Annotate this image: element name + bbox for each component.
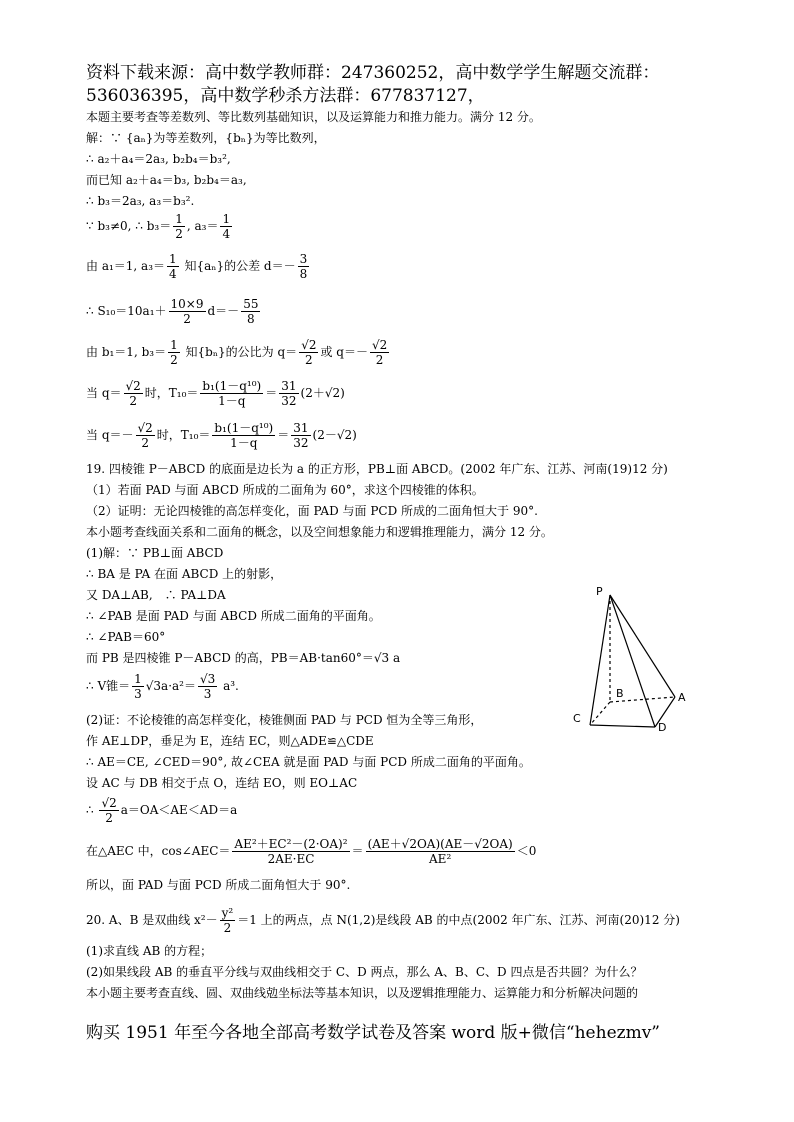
p19-step-8: (2)证：不论棱锥的高怎样变化，棱锥侧面 PAD 与 PCD 恒为全等三角形， <box>86 713 483 727</box>
p19-step-6: 而 PB 是四棱锥 P－ABCD 的高，PB＝AB·tan60°＝√3 a <box>86 651 401 665</box>
fraction: $\frac{31}{32}$ <box>281 379 297 408</box>
p18-line-6: 由 a₁＝1, a₃＝ $\frac{1}{4}$ 知{aₙ}的公差 d＝－ $\frac{3}{8}$ <box>86 252 308 281</box>
p19-step-11: 设 AC 与 DB 相交于点 O，连结 EO，则 EO⊥AC <box>86 776 358 790</box>
fraction: $\frac{3}{8}$ <box>299 252 308 281</box>
p19-step-5: ∴ ∠PAB＝60° <box>86 630 166 644</box>
p18-line-4: ∴ b₃＝2a₃, a₃＝b₃². <box>86 194 195 208</box>
p19-intro: 本小题考查线面关系和二面角的概念，以及空间想象能力和逻辑推理能力，满分 12 分。 <box>86 525 553 539</box>
p19-step-14: 所以，面 PAD 与面 PCD 所成二面角恒大于 90°. <box>86 878 351 892</box>
fraction: $\frac{1}{2}$ <box>170 338 178 367</box>
fraction: $\frac{\text{y²}}{2}$ <box>221 906 234 935</box>
fraction: $\frac{\text{AE²＋EC²－(2·OA)²}}{2AE\cdot EC}$ <box>234 837 348 866</box>
p18-line-2: ∴ a₂＋a₄＝2a₃, b₂b₄＝b₃², <box>86 152 231 166</box>
p19-step-3: 又 DA⊥AB, ∴ PA⊥DA <box>86 588 226 602</box>
p19-question-1: （1）若面 PAD 与面 ABCD 所成的二面角为 60°，求这个四棱锥的体积。 <box>86 483 484 497</box>
pyramid-figure <box>570 585 700 745</box>
p19-step-13: 在△AEC 中，cos∠AEC＝ $\frac{\text{AE²＋EC²－(2·OA)²}}{2AE\cdot EC}$ ＝ $\frac{(AE+√2OA)(AE-√2OA)}{\text{AE²}}$ ＜0 <box>86 837 537 866</box>
header-line-2: 536036395，高中数学秒杀方法群：677837127， <box>86 86 485 106</box>
fraction: $\frac{√2}{2}$ <box>125 379 141 408</box>
fraction: $\frac{10\times 9}{2}$ <box>170 297 204 326</box>
vertex-label-b: B <box>616 687 624 700</box>
p19-step-12: ∴ $\frac{√2}{2}$ a＝OA＜AE＜AD＝a <box>86 796 238 825</box>
header-line-1: 资料下载来源：高中数学教师群：247360252，高中数学学生解题交流群： <box>86 63 660 83</box>
fraction: $\frac{√2}{2}$ <box>371 338 388 367</box>
p19-step-7: ∴ V锥＝ $\frac{1}{3}$ √3a·a²＝ $\frac{√3}{3}$ a³. <box>86 672 239 701</box>
p19-step-4: ∴ ∠PAB 是面 PAD 与面 ABCD 所成二面角的平面角。 <box>86 609 381 623</box>
edge-pa <box>610 595 675 697</box>
edge-pc <box>590 595 610 725</box>
p20-question-2: (2)如果线段 AB 的垂直平分线与双曲线相交于 C、D 两点，那么 A、B、C、D 四点是否共圆？为什么？ <box>86 965 643 979</box>
p19-question-2: （2）证明：无论四棱锥的高怎样变化，面 PAD 与面 PCD 所成的二面角恒大于 90°. <box>86 504 538 518</box>
p18-line-9: 当 q＝ $\frac{√2}{2}$ 时，T₁₀＝ $\frac{\text{b₁(1－q¹⁰)}}{1-q}$ ＝ $\frac{31}{32}$ (2＋√2) <box>86 379 345 408</box>
vertex-label-a: A <box>678 691 686 704</box>
p20-intro: 本小题主要考查直线、圆、双曲线勊坐标法等基本知识，以及逻辑推理能力、运算能力和分析解决问题的 <box>86 986 639 1000</box>
vertex-label-d: D <box>658 721 667 734</box>
p19-step-9: 作 AE⊥DP，垂足为 E，连结 EC，则△ADE≌△CDE <box>86 734 374 748</box>
p18-line-3: 而已知 a₂＋a₄＝b₃, b₂b₄＝a₃, <box>86 173 247 187</box>
fraction: $\frac{1}{3}$ <box>134 672 142 701</box>
vertex-label-p: P <box>596 585 603 598</box>
p18-line-5: ∵ b₃≠0, ∴ b₃＝ $\frac{1}{2}$ , a₃＝ $\frac{1}{4}$ <box>86 212 231 241</box>
fraction: $\frac{1}{4}$ <box>222 212 231 241</box>
fraction: $\frac{55}{8}$ <box>243 297 259 326</box>
p20-question-1: (1)求直线 AB 的方程； <box>86 944 213 958</box>
p20-title: 20. A、B 是双曲线 x²－ $\frac{\text{y²}}{2}$ ＝1 上的两点，点 N(1,2)是线段 AB 的中点(2002 年广东、江苏、河南(20)12 分) <box>86 906 680 935</box>
p18-line-8: 由 b₁＝1, b₃＝ $\frac{1}{2}$ 知{bₙ}的公比为 q＝ $\frac{√2}{2}$ 或 q＝－ $\frac{√2}{2}$ <box>86 338 388 367</box>
p18-line-1: 解：∵ {aₙ}为等差数列，{bₙ}为等比数列， <box>86 131 326 145</box>
fraction: $\frac{31}{32}$ <box>293 421 309 450</box>
fraction: $\frac{\text{b₁(1－q¹⁰)}}{1-q}$ <box>202 379 262 408</box>
fraction: $\frac{√2}{2}$ <box>137 421 153 450</box>
p19-step-1: (1)解：∵ PB⊥面 ABCD <box>86 546 224 560</box>
p18-line-7: ∴ S₁₀＝10a₁＋ $\frac{10\times 9}{2}$ d＝－ $\frac{55}{8}$ <box>86 297 259 326</box>
fraction: $\frac{1}{2}$ <box>175 212 183 241</box>
p18-intro: 本题主要考查等差数列、等比数列基础知识，以及运算能力和推力能力。满分 12 分。 <box>86 110 541 124</box>
fraction: $\frac{√2}{2}$ <box>301 338 317 367</box>
fraction: $\frac{√2}{2}$ <box>101 796 117 825</box>
edge-pd <box>610 595 655 727</box>
footer-ad: 购买 1951 年至今各地全部高考数学试卷及答案 word 版+微信“hehezmv” <box>86 1023 660 1043</box>
fraction: $\frac{1}{4}$ <box>169 252 177 281</box>
p19-title: 19. 四棱锥 P－ABCD 的底面是边长为 a 的正方形，PB⊥面 ABCD。(2002 年广东、江苏、河南(19)12 分) <box>86 462 668 476</box>
p19-step-2: ∴ BA 是 PA 在面 ABCD 上的射影， <box>86 567 283 581</box>
edge-cd <box>590 725 655 727</box>
fraction: $\frac{\text{b₁(1－q¹⁰)}}{1-q}$ <box>214 421 274 450</box>
vertex-label-c: C <box>573 712 581 725</box>
fraction: $\frac{√3}{3}$ <box>199 672 216 701</box>
p18-line-10: 当 q＝－ $\frac{√2}{2}$ 时，T₁₀＝ $\frac{\text{b₁(1－q¹⁰)}}{1-q}$ ＝ $\frac{31}{32}$ (2－√2) <box>86 421 357 450</box>
p19-step-10: ∴ AE＝CE, ∠CED＝90°, 故∠CEA 就是面 PAD 与面 PCD 所成二面角的平面角。 <box>86 755 531 769</box>
fraction: $\frac{(AE+√2OA)(AE-√2OA)}{\text{AE²}}$ <box>367 837 513 866</box>
